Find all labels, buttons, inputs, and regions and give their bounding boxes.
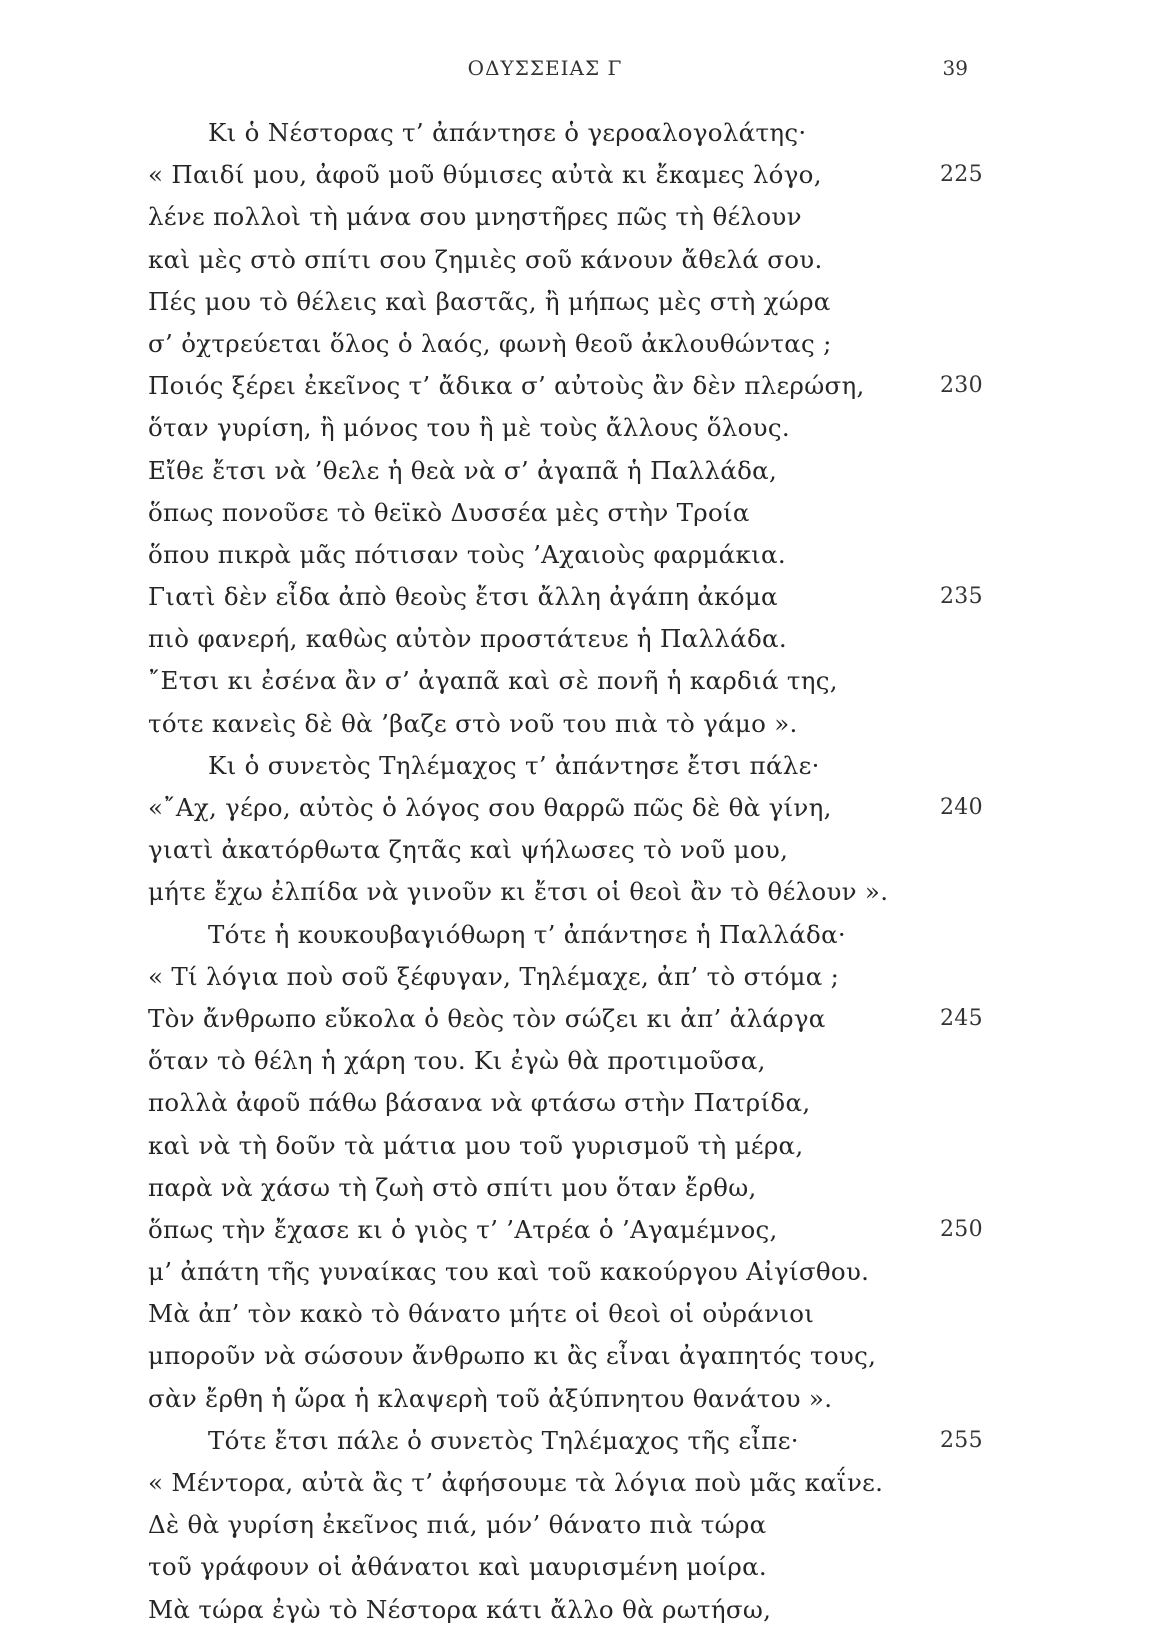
verse-line: [148, 1504, 1008, 1546]
verse-line: [148, 239, 1008, 281]
verse-line-text: Ποιός ξέρει ἐκεῖνος τ’ ἄδικα σ’ αὐτοὺς ἂν δὲν πλερώση,: [148, 371, 865, 401]
verse-line-text: Πές μου τὸ θέλεις καὶ βαστᾶς, ἢ μήπως μὲς στὴ χώρα: [148, 286, 831, 316]
verse-line-text: Κι ὁ Νέστορας τ’ ἀπάντησε ὁ γεροαλογολάτης·: [208, 118, 807, 147]
verse-line: [148, 1420, 1008, 1462]
verse-line: [148, 956, 1008, 998]
verse-line-text: πιὸ φανερή, καθὼς αὐτὸν προστάτευε ἡ Παλλάδα.: [148, 624, 787, 654]
verse-line-text: ὅπως πονοῦσε τὸ θεϊκὸ Δυσσέα μὲς στὴν Τροία: [148, 497, 750, 527]
verse-line: [148, 1546, 1008, 1588]
verse-line-text: σ’ ὀχτρεύεται ὅλος ὁ λαός, φωνὴ θεοῦ ἀκλουθώντας ;: [148, 328, 832, 358]
verse-line-text: πολλὰ ἀφοῦ πάθω βάσανα νὰ φτάσω στὴν Πατρίδα,: [148, 1088, 811, 1118]
verse-line: [148, 703, 1008, 745]
verse-line-text: Τὸν ἄνθρωπο εὔκολα ὁ θεὸς τὸν σώζει κι ἀπ’ ἀλάργα: [148, 1003, 826, 1033]
verse-line: [148, 112, 1008, 154]
verse-line-text: Τότε ἡ κουκουβαγιόθωρη τ’ ἀπάντησε ἡ Παλλάδα·: [208, 919, 847, 949]
verse-line-text: Μὰ ἀπ’ τὸν κακὸ τὸ θάνατο μήτε οἱ θεοὶ οἱ οὐράνιοι: [148, 1299, 815, 1329]
verse-line: [148, 1589, 1008, 1631]
verse-line-text: ὅταν τὸ θέλη ἡ χάρη του. Κι ἐγὼ θὰ προτιμοῦσα,: [148, 1046, 766, 1076]
verse-line-text: λένε πολλοὶ τὴ μάνα σου μνηστῆρες πῶς τὴ θέλουν: [148, 202, 802, 232]
verse-line: [148, 196, 1008, 238]
verse-line: [148, 998, 1008, 1040]
line-number: 235: [940, 584, 983, 610]
line-number: 250: [940, 1216, 983, 1242]
verse-line-text: ὅπως τὴν ἔχασε κι ὁ γιὸς τ’ ’Ατρέα ὁ ’Αγαμέμνος,: [148, 1214, 778, 1244]
verse-line-text: ῎Ετσι κι ἐσένα ἂν σ’ ἀγαπᾶ καὶ σὲ πονῆ ἡ καρδιά της,: [148, 666, 838, 696]
line-number: 255: [940, 1427, 983, 1453]
verse-line: [148, 576, 1008, 618]
verse-line: [148, 829, 1008, 871]
verse-line: [148, 1082, 1008, 1124]
verse-line: [148, 1167, 1008, 1209]
verse-line-text: μ’ ἀπάτη τῆς γυναίκας του καὶ τοῦ κακούργου Αἰγίσθου.: [148, 1257, 870, 1287]
verse-line: [148, 450, 1008, 492]
verse-line-text: «῎Αχ, γέρο, αὐτὸς ὁ λόγος σου θαρρῶ πῶς δὲ θὰ γίνη,: [148, 793, 832, 822]
verse-line-text: Δὲ θὰ γυρίση ἐκεῖνος πιά, μόν’ θάνατο πιὰ τώρα: [148, 1510, 767, 1540]
verse-line: [148, 1335, 1008, 1377]
verse-line-text: καὶ μὲς στὸ σπίτι σου ζημιὲς σοῦ κάνουν ἄθελά σου.: [148, 244, 823, 274]
verse-line: [148, 1040, 1008, 1082]
verse-line: [148, 1251, 1008, 1293]
verse-line: [148, 871, 1008, 913]
verse-line-text: σὰν ἔρθη ἡ ὥρα ἡ κλαψερὴ τοῦ ἀξύπνητου θανάτου ».: [148, 1383, 833, 1413]
page-number: 39: [942, 56, 968, 80]
verse-line: [148, 745, 1008, 787]
verse-line-text: μποροῦν νὰ σώσουν ἄνθρωπο κι ἂς εἶναι ἀγαπητός τους,: [148, 1341, 877, 1371]
verse-line-text: Τότε ἔτσι πάλε ὁ συνετὸς Τηλέμαχος τῆς εἶπε·: [208, 1425, 799, 1455]
verse-line-text: γιατὶ ἀκατόρθωτα ζητᾶς καὶ ψήλωσες τὸ νοῦ μου,: [148, 835, 789, 865]
verse-line: [148, 914, 1008, 956]
verse-line: [148, 1378, 1008, 1420]
verse-line: [148, 154, 1008, 196]
verse-line-text: ὅταν γυρίση, ἢ μόνος του ἢ μὲ τοὺς ἄλλους ὅλους.: [148, 413, 790, 443]
verse-line-text: « Τί λόγια ποὺ σοῦ ξέφυγαν, Τηλέμαχε, ἀπ’ τὸ στόμα ;: [148, 961, 840, 991]
verse-line-text: « Παιδί μου, ἀφοῦ μοῦ θύμισες αὐτὰ κι ἔκαμες λόγο,: [148, 160, 822, 190]
verse-line-text: ὅπου πικρὰ μᾶς πότισαν τοὺς ’Αχαιοὺς φαρμάκια.: [148, 539, 786, 569]
verse-line: [148, 534, 1008, 576]
verse-line-text: Κι ὁ συνετὸς Τηλέμαχος τ’ ἀπάντησε ἔτσι πάλε·: [208, 750, 820, 780]
verse-line-text: τότε κανεὶς δὲ θὰ ’βαζε στὸ νοῦ του πιὰ τὸ γάμο ».: [148, 708, 798, 738]
line-number: 245: [940, 1005, 983, 1031]
verse-line: [148, 787, 1008, 829]
line-number: 240: [940, 795, 983, 820]
verse-line-text: τοῦ γράφουν οἱ ἀθάνατοι καὶ μαυρισμένη μοίρα.: [148, 1552, 768, 1582]
verse-line-text: μήτε ἔχω ἐλπίδα νὰ γινοῦν κι ἔτσι οἱ θεοὶ ἂν τὸ θέλουν ».: [148, 877, 889, 907]
verse-line: [148, 323, 1008, 365]
running-header-title: ΟΔΥΣΣΕΙΑΣ Γ: [467, 56, 623, 80]
verse-line: [148, 407, 1008, 449]
verse-line: [148, 281, 1008, 323]
verse-line-text: Μὰ τώρα ἐγὼ τὸ Νέστορα κάτι ἄλλο θὰ ρωτήσω,: [148, 1594, 772, 1624]
verse-line: [148, 1209, 1008, 1251]
verse-line-text: Εἴθε ἔτσι νὰ ’θελε ἡ θεὰ νὰ σ’ ἀγαπᾶ ἡ Παλλάδα,: [148, 455, 778, 485]
line-number: 225: [940, 162, 983, 188]
verse-line: [148, 492, 1008, 534]
verse-line-text: « Μέντορα, αὐτὰ ἂς τ’ ἀφήσουμε τὰ λόγια ποὺ μᾶς καΐνε.: [148, 1468, 884, 1497]
verse-line: [148, 1125, 1008, 1167]
verse-line: [148, 365, 1008, 407]
verse-line-text: καὶ νὰ τὴ δοῦν τὰ μάτια μου τοῦ γυρισμοῦ τὴ μέρα,: [148, 1130, 804, 1160]
verse-line: [148, 1462, 1008, 1504]
verse-block: [148, 112, 1008, 1631]
verse-line: [148, 1293, 1008, 1335]
verse-line: [148, 618, 1008, 660]
verse-line-text: παρὰ νὰ χάσω τὴ ζωὴ στὸ σπίτι μου ὅταν ἔρθω,: [148, 1172, 757, 1202]
verse-line: [148, 660, 1008, 702]
line-number: 230: [940, 373, 983, 399]
verse-line-text: Γιατὶ δὲν εἶδα ἀπὸ θεοὺς ἔτσι ἄλλη ἀγάπη ἀκόμα: [148, 582, 778, 612]
